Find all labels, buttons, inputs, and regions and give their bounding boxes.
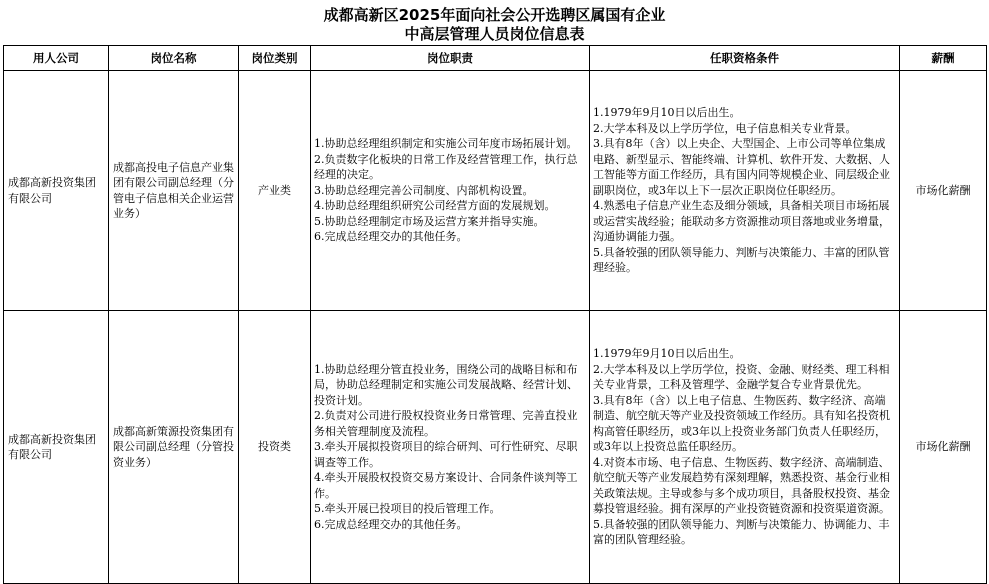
list-item: 3.具有8年（含）以上电子信息、生物医药、数字经济、高端制造、航空航天等产业及投资领域工作经历。具有知名投资机构高管任职经历，或3年以上投资业务部门负责人任职经历，或3年以上投资总监任职经历。 [593,393,890,454]
salary-cell: 市场化薪酬 [900,311,987,584]
list-item: 5.牵头开展已投项目的投后管理工作。 [314,502,501,516]
qualifications-cell [590,71,900,311]
qualifications-list [593,346,896,548]
list-item: 3.牵头开展拟投资项目的综合研判、可行性研究、尽职调查等工作。 [314,440,578,469]
category-cell: 投资类 [239,311,311,584]
salary-cell: 市场化薪酬 [900,71,987,311]
list-item: 2.负责对公司进行股权投资业务日常管理、完善直投业务相关管理制度及流程。 [314,409,578,438]
company-cell: 成都高新投资集团有限公司 [4,71,109,311]
list-item: 1.1979年9月10日以后出生。 [593,106,741,120]
header-salary: 薪酬 [900,46,987,71]
list-item: 5.具备较强的团队领导能力、判断与决策能力、丰富的团队管理经验。 [593,245,890,275]
position-cell: 成都高新策源投资集团有限公司副总经理（分管投资业务） [109,311,239,584]
list-item: 5.具备较强的团队领导能力、判断与决策能力、协调能力、丰富的团队管理经验。 [593,517,890,547]
table-row [4,311,987,584]
list-item: 4.牵头开展股权投资交易方案设计、合同条件谈判等工作。 [314,471,578,500]
duties-cell [311,71,590,311]
list-item: 1.协助总经理组织制定和实施公司年度市场拓展计划。 [314,137,578,151]
header-qualifications: 任职资格条件 [590,46,900,71]
category-cell: 产业类 [239,71,311,311]
list-item: 1.1979年9月10日以后出生。 [593,347,741,361]
position-cell: 成都高投电子信息产业集团有限公司副总经理（分管电子信息相关企业运营业务） [109,71,239,311]
company-cell: 成都高新投资集团有限公司 [4,311,109,584]
list-item: 2.负责数字化板块的日常工作及经营管理工作，执行总经理的决定。 [314,152,578,182]
qualifications-list [593,105,896,276]
list-item: 3.协助总经理完善公司制度、内部机构设置。 [314,183,534,197]
table-header-row [4,46,987,71]
duties-list [314,136,586,245]
list-item: 1.协助总经理分管直投业务，围绕公司的战略目标和布局，协助总经理制定和实施公司发展战略、经营计划、投资计划。 [314,362,578,407]
duties-list [314,362,586,533]
page-title-line1: 成都高新区2025年面向社会公开选聘区属国有企业 [323,6,666,24]
list-item: 5.协助总经理制定市场及运营方案并指导实施。 [314,214,545,228]
header-company: 用人公司 [4,46,109,71]
qualifications-cell [590,311,900,584]
header-duties: 岗位职责 [311,46,590,71]
duties-cell [311,311,590,584]
table-row [4,71,987,311]
list-item: 6.完成总经理交办的其他任务。 [314,517,468,531]
list-item: 4.协助总经理组织研究公司经营方面的发展规划。 [314,199,556,213]
list-item: 2.大学本科及以上学历学位，投资、金融、财经类、理工科相关专业背景，工科及管理学、金融学复合专业背景优先。 [593,362,890,392]
header-category: 岗位类别 [239,46,311,71]
list-item: 2.大学本科及以上学历学位，电子信息相关专业背景。 [593,121,857,135]
list-item: 3.具有8年（含）以上央企、大型国企、上市公司等单位集成电路、新型显示、智能终端、计算机、软件开发、大数据、人工智能等方面工作经历，具有国内同等规模企业、同层级企业副职岗位，或3年以上下一层次正职岗位任职经历。 [593,137,890,197]
list-item: 4.对资本市场、电子信息、生物医药、数字经济、高端制造、航空航天等产业发展趋势有深刻理解，熟悉投资、基金行业相关政策法规。主导或参与多个成功项目，具备股权投资、基金募投管退经验。拥有深厚的产业投资链资源和投资渠道资源。 [593,455,890,516]
position-table [3,45,987,584]
header-position: 岗位名称 [109,46,239,71]
page-title-line2: 中高层管理人员岗位信息表 [404,25,585,43]
list-item: 4.熟悉电子信息产业生态及细分领域，具备相关项目市场拓展或运营实战经验；能联动多方资源推动项目落地或业务增量，沟通协调能力强。 [593,199,890,244]
list-item: 6.完成总经理交办的其他任务。 [314,230,468,244]
